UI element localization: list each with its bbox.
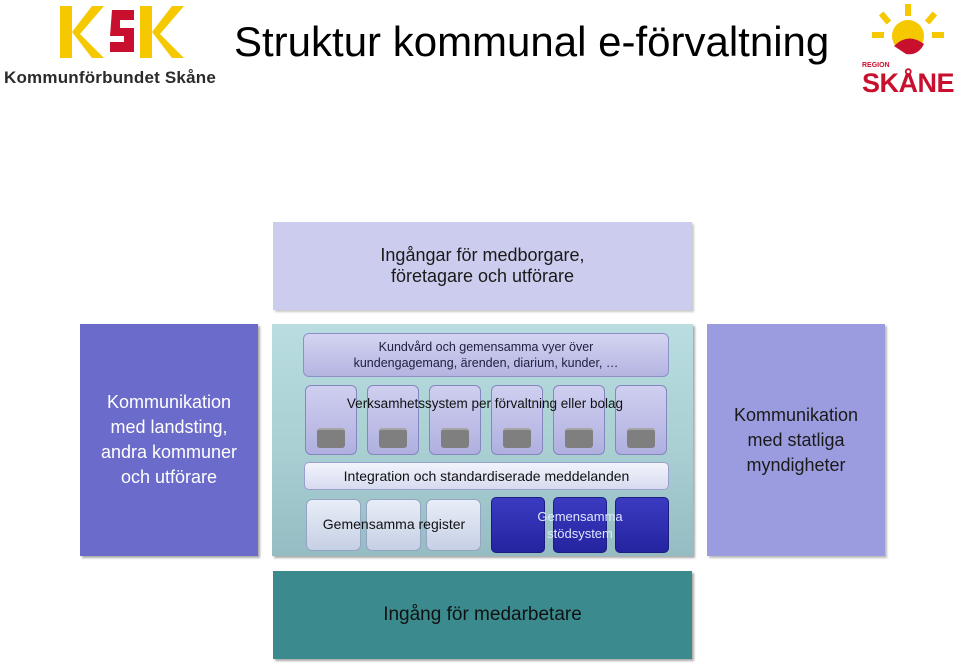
database-icon	[627, 428, 655, 448]
support-systems-line-1: Gemensamma	[537, 509, 623, 524]
regional-communication-line-1: Kommunikation	[106, 392, 232, 412]
regional-communication-line-3: andra kommuner	[100, 442, 238, 462]
support-systems-line-2: stödsystem	[547, 526, 613, 541]
citizen-entrance-line-1: Ingångar för medborgare,	[380, 245, 585, 265]
national-communication-line-3: myndigheter	[746, 454, 846, 475]
citizen-entrance-line-2: företagare och utförare	[390, 266, 575, 286]
support-systems-label	[512, 508, 648, 542]
page-title: Struktur kommunal e-förvaltning	[234, 18, 830, 65]
regional-communication-box	[80, 324, 258, 556]
customer-care-panel	[303, 333, 669, 377]
national-communication-line-1: Kommunikation	[733, 404, 859, 425]
national-communication-box	[707, 324, 885, 556]
citizen-entrance-box	[273, 222, 692, 310]
integration-bar: Integration och standardiserade meddelanden	[304, 462, 669, 490]
database-icon	[503, 428, 531, 448]
customer-care-line-1: Kundvård och gemensamma vyer över	[378, 340, 594, 354]
kommunforbundet-logo-text: Kommunförbundet Skåne	[4, 68, 216, 87]
skane-label: SKÅNE	[862, 68, 955, 98]
regional-communication-line-2: med landsting,	[110, 417, 228, 437]
regional-communication-line-4: och utförare	[120, 467, 218, 487]
national-communication-line-2: med statliga	[747, 429, 845, 450]
database-icon	[441, 428, 469, 448]
region-label: REGION	[862, 62, 890, 69]
shared-registers-label: Gemensamma register	[322, 516, 466, 532]
employee-entrance-box: Ingång för medarbetare	[273, 571, 692, 659]
database-icon	[565, 428, 593, 448]
database-icon	[379, 428, 407, 448]
database-icon	[317, 428, 345, 448]
customer-care-line-2: kundengagemang, ärenden, diarium, kunder, …	[353, 356, 619, 370]
business-systems-label: Verksamhetssystem per förvaltning eller bolag	[346, 396, 624, 411]
